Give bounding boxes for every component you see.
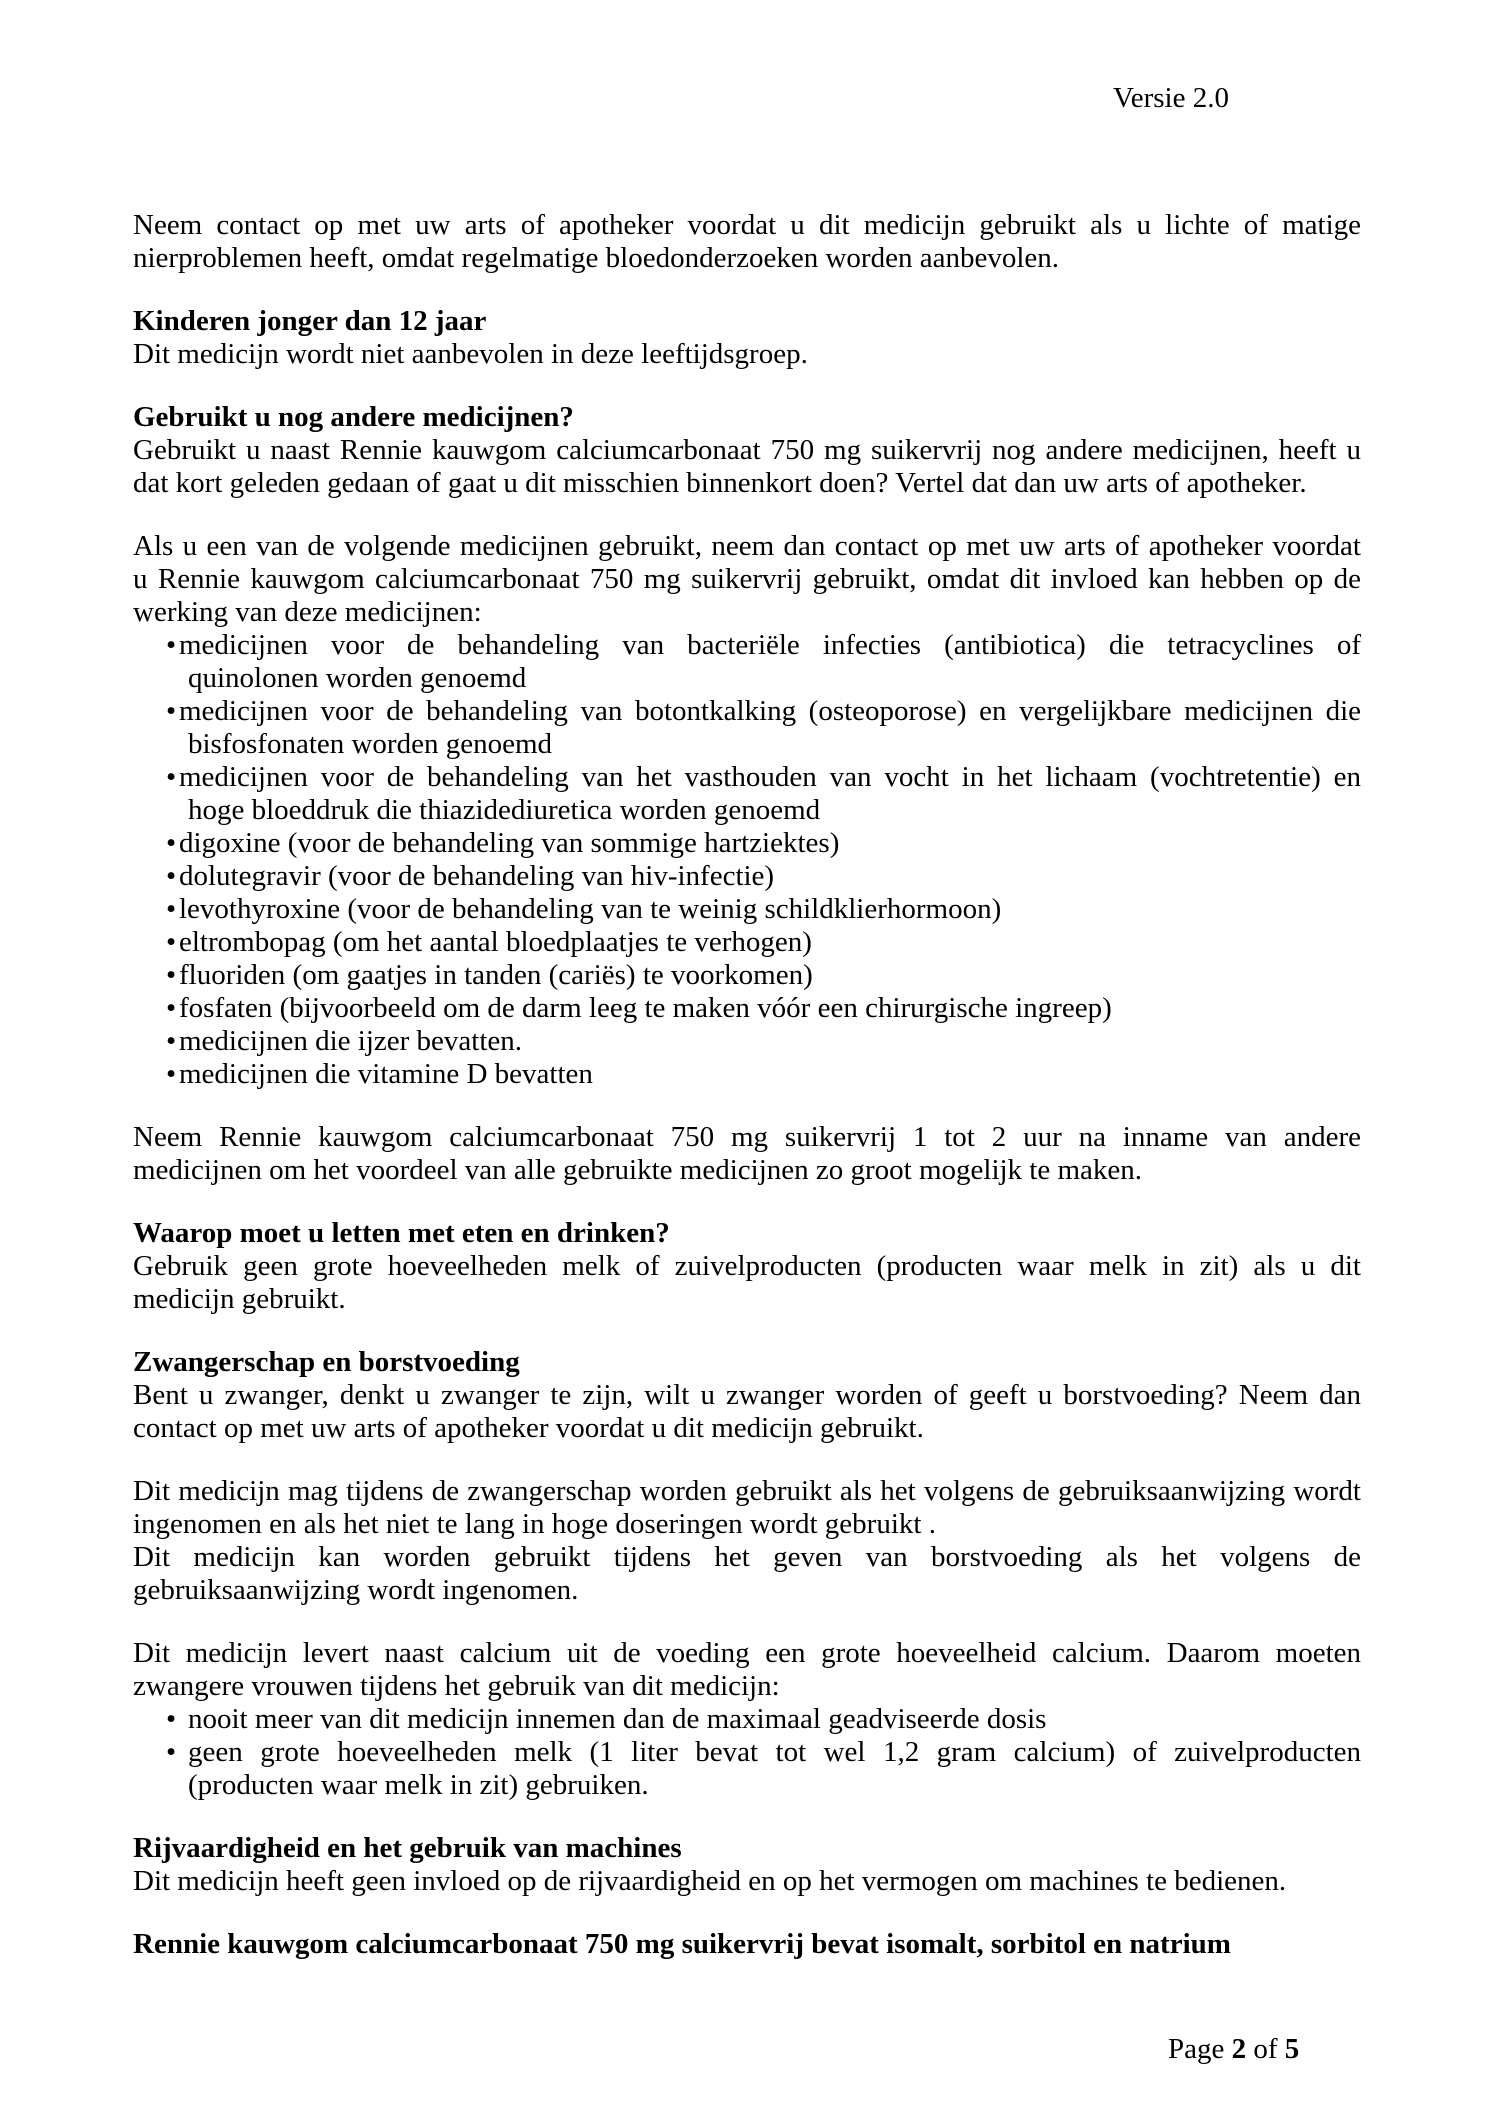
section-heading: Waarop moet u letten met eten en drinken? (133, 1217, 670, 1249)
bullet-icon: • (166, 1058, 177, 1090)
paragraph (133, 1541, 1361, 1607)
bullet-icon: • (166, 1703, 177, 1735)
bullet-icon: • (166, 629, 177, 661)
footer-page-word: Page (1168, 2033, 1225, 2065)
paragraph (133, 338, 1361, 371)
text-line: Dit medicijn mag tijdens de zwangerschap worden gebruikt als het volgens de gebruiksaanwijzing wordt (133, 1475, 1361, 1507)
version-label: Versie 2.0 (1113, 82, 1229, 114)
text-line: gebruiksaanwijzing wordt ingenomen. (133, 1574, 579, 1606)
paragraph (133, 1865, 1361, 1898)
bullet-icon: • (166, 860, 177, 892)
list-item (133, 1703, 1361, 1736)
text-line: werking van deze medicijnen: (133, 596, 482, 628)
list-item (133, 629, 1361, 695)
text-line: • eltrombopag (om het aantal bloedplaatjes te verhogen) (166, 926, 812, 958)
text-line: • fluoriden (om gaatjes in tanden (cariës) te voorkomen) (166, 959, 813, 991)
section-heading: Gebruikt u nog andere medicijnen? (133, 401, 574, 433)
text-line: Bent u zwanger, denkt u zwanger te zijn, wilt u zwanger worden of geeft u borstvoeding? Neem dan (133, 1379, 1361, 1411)
text-line: Neem contact op met uw arts of apotheker voordat u dit medicijn gebruikt als u lichte of matige (133, 209, 1361, 241)
bullet-icon: • (166, 926, 177, 958)
text-line: Als u een van de volgende medicijnen gebruikt, neem dan contact op met uw arts of apotheker voordat (133, 530, 1361, 562)
footer-of-word: of (1253, 2033, 1278, 2065)
text-line: • medicijnen voor de behandeling van het vasthouden van vocht in het lichaam (vochtretentie) en (166, 761, 1361, 793)
list-item (133, 1025, 1361, 1058)
text-line: u Rennie kauwgom calciumcarbonaat 750 mg suikervrij gebruikt, omdat dit invloed kan hebben op de (133, 563, 1361, 595)
text-line: • geen grote hoeveelheden melk (1 liter bevat tot wel 1,2 gram calcium) of zuivelproducten (166, 1736, 1361, 1768)
text-line: • levothyroxine (voor de behandeling van te weinig schildklierhormoon) (166, 893, 1002, 925)
list-item (133, 761, 1361, 827)
text-line: • nooit meer van dit medicijn innemen dan de maximaal geadviseerde dosis (166, 1703, 1047, 1735)
text-line: Dit medicijn wordt niet aanbevolen in deze leeftijdsgroep. (133, 338, 808, 370)
page-footer (1168, 2033, 1299, 2066)
paragraph (133, 1250, 1361, 1316)
list-item (133, 827, 1361, 860)
bullet-icon: • (166, 761, 177, 793)
text-line: Neem Rennie kauwgom calciumcarbonaat 750 mg suikervrij 1 tot 2 uur na inname van andere (133, 1121, 1361, 1153)
text-line: medicijn gebruikt. (133, 1283, 346, 1315)
text-line: quinolonen worden genoemd (188, 662, 527, 694)
list-item (133, 860, 1361, 893)
footer-total-pages: 5 (1284, 2033, 1300, 2065)
text-line: bisfosfonaten worden genoemd (188, 728, 553, 760)
bullet-icon: • (166, 1025, 177, 1057)
paragraph (133, 1637, 1361, 1703)
paragraph (133, 434, 1361, 500)
text-line: • dolutegravir (voor de behandeling van hiv-infectie) (166, 860, 775, 892)
paragraph (133, 1121, 1361, 1187)
bullet-icon: • (166, 1736, 177, 1768)
list-item (133, 1058, 1361, 1091)
text-line: • medicijnen voor de behandeling van bacteriële infecties (antibiotica) die tetracyclines of (166, 629, 1361, 661)
bullet-list (133, 629, 1361, 1091)
list-item (133, 992, 1361, 1025)
list-item (133, 1736, 1361, 1802)
bullet-icon: • (166, 992, 177, 1024)
list-item (133, 959, 1361, 992)
text-line: Dit medicijn kan worden gebruikt tijdens het geven van borstvoeding als het volgens de (133, 1541, 1361, 1573)
text-line: Dit medicijn levert naast calcium uit de voeding een grote hoeveelheid calcium. Daarom moeten (133, 1637, 1361, 1669)
text-line: • medicijnen voor de behandeling van botontkalking (osteoporose) en vergelijkbare medicijnen die (166, 695, 1361, 727)
text-line: zwangere vrouwen tijdens het gebruik van dit medicijn: (133, 1670, 780, 1702)
text-line: medicijnen om het voordeel van alle gebruikte medicijnen zo groot mogelijk te maken. (133, 1154, 1143, 1186)
list-item (133, 893, 1361, 926)
paragraph (133, 1475, 1361, 1541)
bullet-list (133, 1703, 1361, 1802)
text-line: nierproblemen heeft, omdat regelmatige bloedonderzoeken worden aanbevolen. (133, 242, 1060, 274)
bullet-icon: • (166, 695, 177, 727)
text-line: Gebruikt u naast Rennie kauwgom calciumcarbonaat 750 mg suikervrij nog andere medicijnen, heeft u (133, 434, 1361, 466)
text-line: hoge bloeddruk die thiazidediuretica worden genoemd (188, 794, 821, 826)
text-line: (producten waar melk in zit) gebruiken. (188, 1769, 649, 1801)
bullet-icon: • (166, 893, 177, 925)
text-line: • medicijnen die ijzer bevatten. (166, 1025, 523, 1057)
text-line: • digoxine (voor de behandeling van sommige hartziektes) (166, 827, 840, 859)
text-line: dat kort geleden gedaan of gaat u dit misschien binnenkort doen? Vertel dat dan uw arts of apotheker. (133, 467, 1307, 499)
text-line: • medicijnen die vitamine D bevatten (166, 1058, 593, 1090)
text-line: Gebruik geen grote hoeveelheden melk of zuivelproducten (producten waar melk in zit) als u dit (133, 1250, 1361, 1282)
bullet-icon: • (166, 959, 177, 991)
text-line: contact op met uw arts of apotheker voordat u dit medicijn gebruikt. (133, 1412, 924, 1444)
section-heading: Rijvaardigheid en het gebruik van machines (133, 1832, 682, 1864)
text-line: • fosfaten (bijvoorbeeld om de darm leeg te maken vóór een chirurgische ingreep) (166, 992, 1112, 1024)
footer-page-number: 2 (1231, 2033, 1247, 2065)
section-heading: Kinderen jonger dan 12 jaar (133, 305, 487, 337)
list-item (133, 695, 1361, 761)
list-item (133, 926, 1361, 959)
paragraph (133, 1379, 1361, 1445)
paragraph (133, 530, 1361, 629)
text-line: ingenomen en als het niet te lang in hoge doseringen wordt gebruikt . (133, 1508, 936, 1540)
bullet-icon: • (166, 827, 177, 859)
section-heading: Zwangerschap en borstvoeding (133, 1346, 520, 1378)
section-heading: Rennie kauwgom calciumcarbonaat 750 mg suikervrij bevat isomalt, sorbitol en natrium (133, 1928, 1231, 1960)
document-content (133, 209, 1361, 1961)
text-line: Dit medicijn heeft geen invloed op de rijvaardigheid en op het vermogen om machines te bedienen. (133, 1865, 1287, 1897)
paragraph (133, 209, 1361, 275)
